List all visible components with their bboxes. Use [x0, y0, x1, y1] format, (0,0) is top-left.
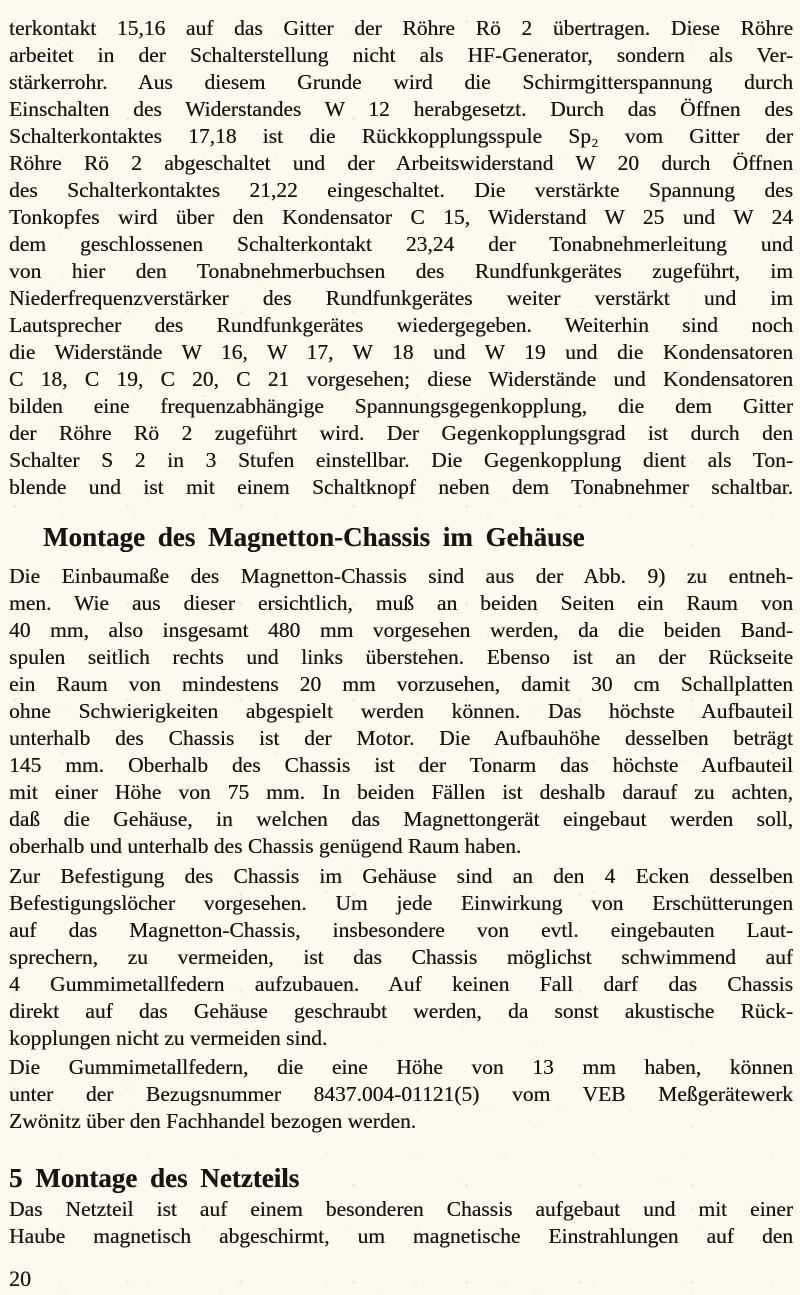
text-line: Schalterkontaktes 17,18 ist die Rückkopplungsspule Sp₂ vom Gitter der	[9, 124, 793, 148]
text-line: sprechern, zu vermeiden, ist das Chassis möglichst schwimmend auf	[9, 945, 793, 969]
text-line: bilden eine frequenzabhängige Spannungsgegenkopplung, die dem Gitter	[9, 394, 793, 418]
text-line: terkontakt 15,16 auf das Gitter der Röhre Rö 2 übertragen. Diese Röhre	[9, 16, 793, 40]
text-line: unterhalb des Chassis ist der Motor. Die Aufbauhöhe desselben beträgt	[9, 726, 793, 750]
paragraph-2	[9, 563, 793, 860]
page-number: 20	[9, 1266, 31, 1291]
text-line: Lautsprecher des Rundfunkgerätes wiedergegeben. Weiterhin sind noch	[9, 313, 793, 337]
page-text-column	[9, 15, 793, 1250]
text-line: blende und ist mit einem Schaltknopf neben dem Tonabnehmer schaltbar.	[9, 475, 793, 499]
text-line: Tonkopfes wird über den Kondensator C 15, Widerstand W 25 und W 24	[9, 205, 793, 229]
text-line: Das Netzteil ist auf einem besonderen Chassis aufgebaut und mit einer	[9, 1197, 793, 1221]
text-line: 4 Gummimetallfedern aufzubauen. Auf keinen Fall darf das Chassis	[9, 972, 793, 996]
text-line: ohne Schwierigkeiten abgespielt werden können. Das höchste Aufbauteil	[9, 699, 793, 723]
text-line: arbeitet in der Schalterstellung nicht als HF-Generator, sondern als Ver-	[9, 43, 793, 67]
text-line: des Schalterkontaktes 21,22 eingeschaltet. Die verstärkte Spannung des	[9, 178, 793, 202]
text-line: Einschalten des Widerstandes W 12 herabgesetzt. Durch das Öffnen des	[9, 97, 793, 121]
paragraph-5	[9, 1196, 793, 1250]
heading-montage-magnetton-chassis: Montage des Magnetton-Chassis im Gehäuse	[43, 522, 585, 552]
text-line: spulen seitlich rechts und links überstehen. Ebenso ist an der Rückseite	[9, 645, 793, 669]
text-line: kopplungen nicht zu vermeiden sind.	[9, 1026, 328, 1050]
text-line: oberhalb und unterhalb des Chassis genügend Raum haben.	[9, 834, 522, 858]
text-line: Die Einbaumaße des Magnetton-Chassis sind aus der Abb. 9) zu entneh-	[9, 564, 793, 588]
paragraph-4	[9, 1054, 793, 1135]
text-line: daß die Gehäuse, in welchen das Magnettongerät eingebaut werden soll,	[9, 807, 793, 831]
text-line: Haube magnetisch abgeschirmt, um magnetische Einstrahlungen auf den	[9, 1224, 793, 1248]
heading-montage-netzteil: 5 Montage des Netzteils	[9, 1163, 300, 1193]
text-line: C 18, C 19, C 20, C 21 vorgesehen; diese Widerstände und Kondensatoren	[9, 367, 793, 391]
text-line: men. Wie aus dieser ersichtlich, muß an beiden Seiten ein Raum von	[9, 591, 793, 615]
text-line: Zur Befestigung des Chassis im Gehäuse sind an den 4 Ecken desselben	[9, 864, 793, 888]
text-line: direkt auf das Gehäuse geschraubt werden, da sonst akustische Rück-	[9, 999, 793, 1023]
text-line: von hier den Tonabnehmerbuchsen des Rundfunkgerätes zugeführt, im	[9, 259, 793, 283]
text-line: die Widerstände W 16, W 17, W 18 und W 19 und die Kondensatoren	[9, 340, 793, 364]
text-line: der Röhre Rö 2 zugeführt wird. Der Gegenkopplungsgrad ist durch den	[9, 421, 793, 445]
text-line: unter der Bezugsnummer 8437.004-01121(5) vom VEB Meßgerätewerk	[9, 1082, 793, 1106]
text-line: Schalter S 2 in 3 Stufen einstellbar. Die Gegenkopplung dient als Ton-	[9, 448, 793, 472]
text-line: ein Raum von mindestens 20 mm vorzusehen, damit 30 cm Schallplatten	[9, 672, 793, 696]
paragraph-3	[9, 863, 793, 1052]
text-line: Röhre Rö 2 abgeschaltet und der Arbeitswiderstand W 20 durch Öffnen	[9, 151, 793, 175]
text-line: auf das Magnetton-Chassis, insbesondere von evtl. eingebauten Laut-	[9, 918, 793, 942]
text-line: 40 mm, also insgesamt 480 mm vorgesehen werden, da die beiden Band-	[9, 618, 793, 642]
text-line: 145 mm. Oberhalb des Chassis ist der Tonarm das höchste Aufbauteil	[9, 753, 793, 777]
text-line: dem geschlossenen Schalterkontakt 23,24 der Tonabnehmerleitung und	[9, 232, 793, 256]
text-line: Niederfrequenzverstärker des Rundfunkgerätes weiter verstärkt und im	[9, 286, 793, 310]
text-line: stärkerrohr. Aus diesem Grunde wird die Schirmgitterspannung durch	[9, 70, 793, 94]
text-line: Die Gummimetallfedern, die eine Höhe von 13 mm haben, können	[9, 1055, 793, 1079]
text-line: Befestigungslöcher vorgesehen. Um jede Einwirkung von Erschütterungen	[9, 891, 793, 915]
text-line: mit einer Höhe von 75 mm. In beiden Fällen ist deshalb darauf zu achten,	[9, 780, 793, 804]
text-line: Zwönitz über den Fachhandel bezogen werden.	[9, 1109, 417, 1133]
paragraph-1	[9, 15, 793, 501]
